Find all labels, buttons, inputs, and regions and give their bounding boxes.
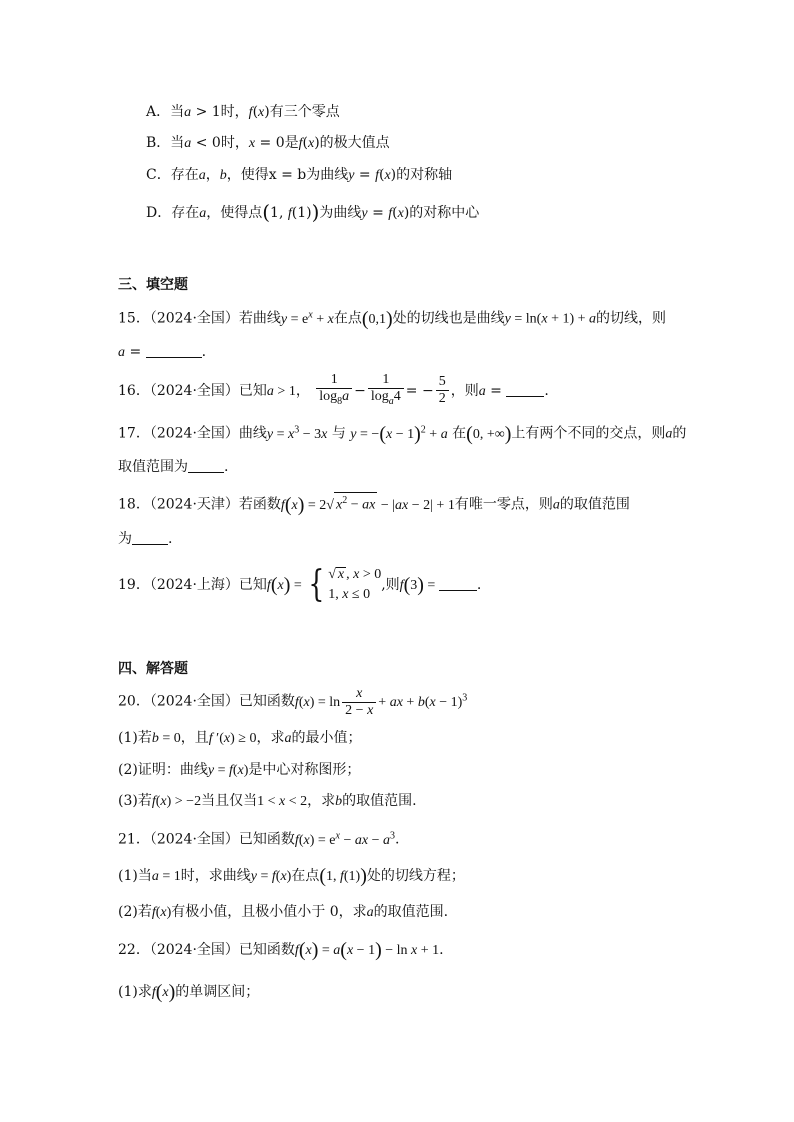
question-18: 18．（2024·天津）若函数f(x) = 2√ $x^2$ − ax − |ax − 2| + 1有唯一零点，则a的取值范围 [118, 493, 630, 516]
question-15-answer: a = . [118, 344, 207, 360]
option-a: A．当a > 1时，f(x)有三个零点 [146, 104, 340, 120]
question-22-part-1: (1)求f(x)的单调区间； [118, 981, 260, 1003]
question-20-part-1: (1)若b = 0，且f ′(x) ≥ 0，求a的最小值； [118, 730, 362, 746]
option-c: C．存在a，b，使得x = b为曲线y = f(x)的对称轴 [146, 167, 453, 183]
question-15: 15．（2024·全国）若曲线$y = e^x + x$在点(0,1)处的切线也是曲线y = ln(x + 1) + a的切线，则 [118, 307, 667, 330]
question-16: 16．（2024·全国）已知a > 1， $\frac{1}{\log_8a}$ − $\frac{1}{\log_a4}$ = − $\frac{5}{2}$ ，则a = . [118, 372, 549, 407]
question-17-answer: 取值范围为 . [118, 459, 229, 475]
section-heading-solve: 四、解答题 [118, 661, 188, 677]
question-21: 21．（2024·全国）已知函数$f(x) = e^x$ − ax − $a^3$. [118, 830, 400, 848]
question-20: 20．（2024·全国）已知函数f(x) = ln $\frac{x}{2 - x}$ + ax + $b(x - 1)^3$ [118, 686, 468, 718]
question-17: 17．（2024·全国）曲线$y = x^3 - 3x$ 与 $y = -(x - 1)^2 + a$ 在(0, +∞)上有两个不同的交点，则a的 [118, 422, 687, 445]
question-20-part-3: (3)若f(x) > −2当且仅当1 < x < 2，求b的取值范围. [118, 793, 417, 809]
option-b: B．当a < 0时，x = 0是f(x)的极大值点 [146, 135, 390, 151]
question-19: 19．（2024·上海）已知f(x) = { √ x , x > 0 1, x ≤ 0 ,则f(3) = . [118, 564, 482, 605]
question-20-part-2: (2)证明：曲线y = f(x)是中心对称图形； [118, 762, 361, 778]
question-21-part-1: (1)当a = 1时，求曲线y = f(x)在点(1, f(1))处的切线方程； [118, 865, 465, 887]
question-18-answer: 为 . [118, 531, 173, 547]
section-heading-fill-in: 三、填空题 [118, 277, 188, 293]
question-21-part-2: (2)若f(x)有极小值，且极小值小于 0，求a的取值范围. [118, 904, 449, 920]
option-d: D．存在a，使得点(1, f(1))为曲线y = f(x)的对称中心 [146, 200, 480, 224]
question-22: 22．（2024·全国）已知函数f(x) = a(x − 1) − ln x + 1. [118, 939, 444, 961]
